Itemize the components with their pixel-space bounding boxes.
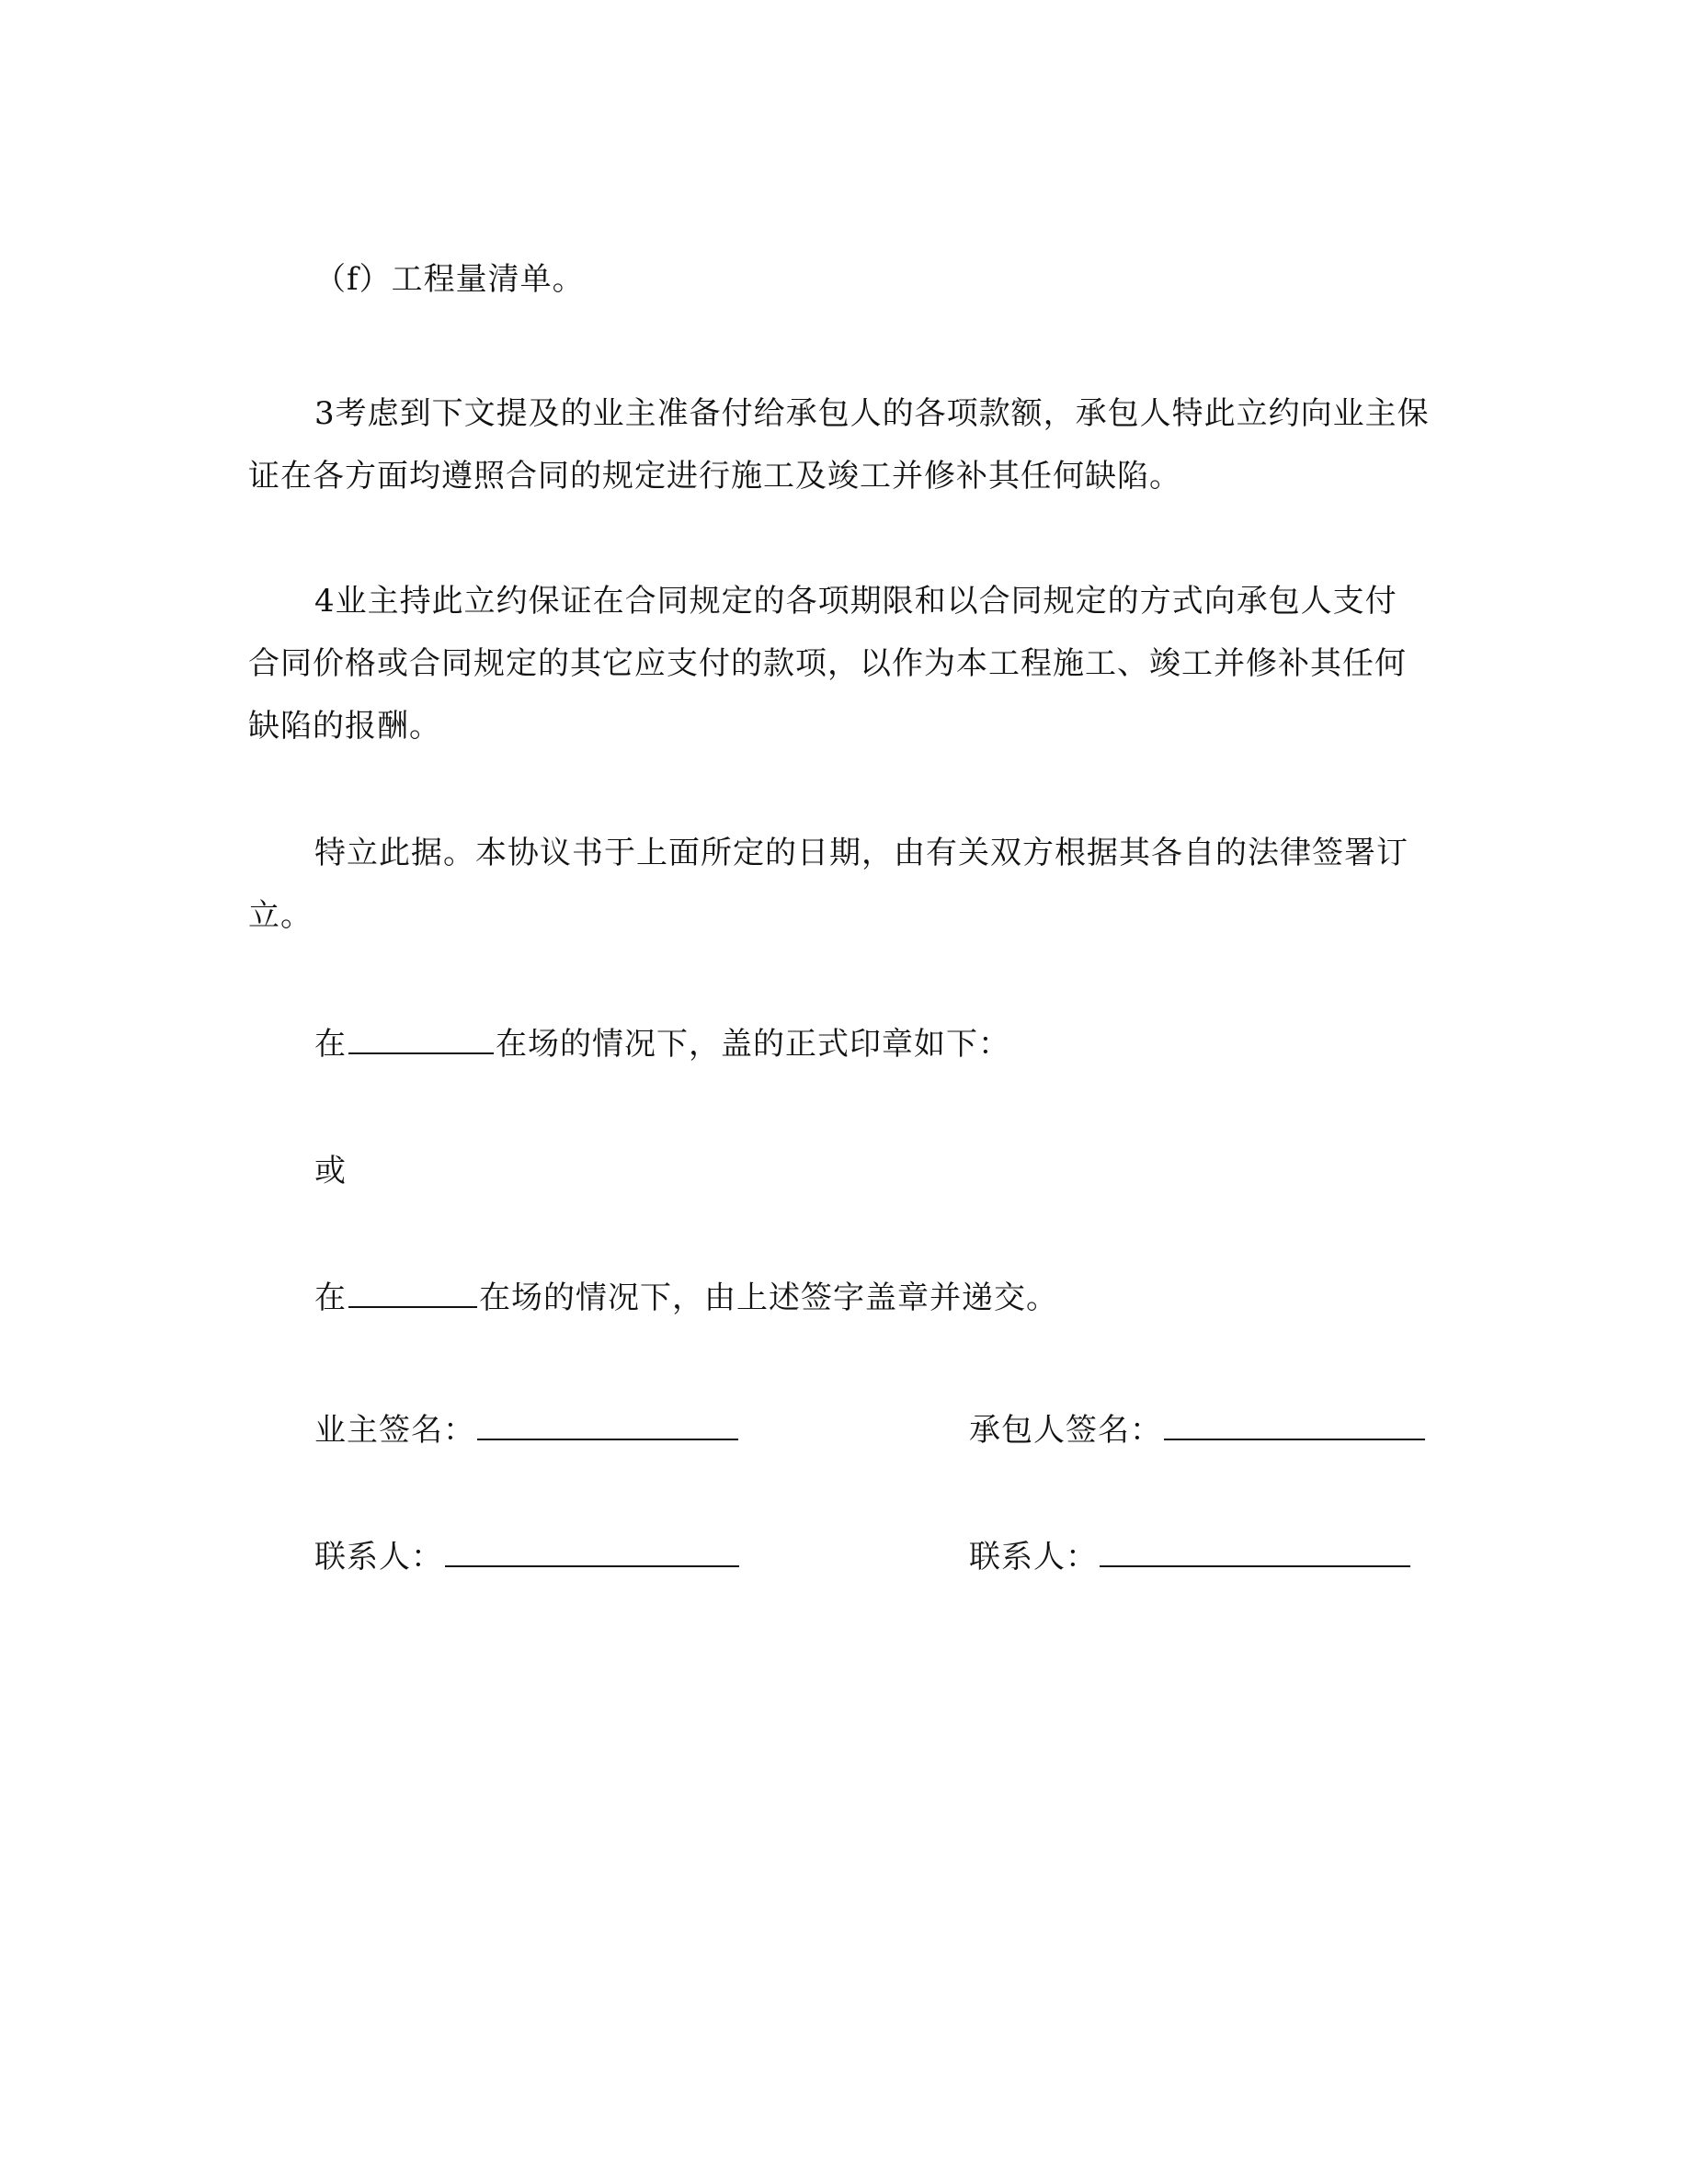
witness-seal-prefix: 在 <box>314 1026 347 1063</box>
item-f-line: （f）工程量清单。 <box>314 261 585 298</box>
witness-delivery-prefix: 在 <box>314 1280 347 1316</box>
witness-delivery-line <box>314 1278 1510 1318</box>
owner-contact-blank[interactable] <box>445 1538 739 1567</box>
witness-seal-line <box>314 1024 1510 1064</box>
contractor-contact-blank[interactable] <box>1100 1538 1410 1567</box>
owner-contact-label: 联系人： <box>314 1539 443 1575</box>
witness-seal-blank[interactable] <box>348 1025 494 1054</box>
owner-signature-label: 业主签名： <box>314 1412 475 1449</box>
owner-contact <box>314 1537 741 1577</box>
closing-line2: 立。 <box>248 897 313 934</box>
para3-line1: 3考虑到下文提及的业主准备付给承包人的各项款额，承包人特此立约向业主保 <box>314 395 1430 432</box>
or-text: 或 <box>314 1153 347 1189</box>
contractor-signature-label: 承包人签名： <box>969 1412 1162 1449</box>
witness-delivery-suffix: 在场的情况下，由上述签字盖章并递交。 <box>479 1280 1058 1316</box>
contractor-contact <box>969 1537 1412 1577</box>
owner-signature-blank[interactable] <box>477 1411 738 1440</box>
witness-seal-suffix: 在场的情况下，盖的正式印章如下： <box>496 1026 1010 1063</box>
contractor-signature-blank[interactable] <box>1164 1411 1425 1440</box>
para4-line2: 合同价格或合同规定的其它应支付的款项，以作为本工程施工、竣工并修补其任何 <box>248 645 1407 682</box>
contractor-contact-label: 联系人： <box>969 1539 1098 1575</box>
contractor-signature <box>969 1410 1427 1450</box>
para4-line3: 缺陷的报酬。 <box>248 708 441 745</box>
witness-delivery-blank[interactable] <box>348 1279 477 1308</box>
para3-line2: 证在各方面均遵照合同的规定进行施工及竣工并修补其任何缺陷。 <box>248 458 1181 495</box>
para4-line1: 4业主持此立约保证在合同规定的各项期限和以合同规定的方式向承包人支付 <box>314 583 1397 620</box>
closing-line1: 特立此据。本协议书于上面所定的日期，由有关双方根据其各自的法律签署订 <box>314 835 1409 871</box>
owner-signature <box>314 1410 740 1450</box>
